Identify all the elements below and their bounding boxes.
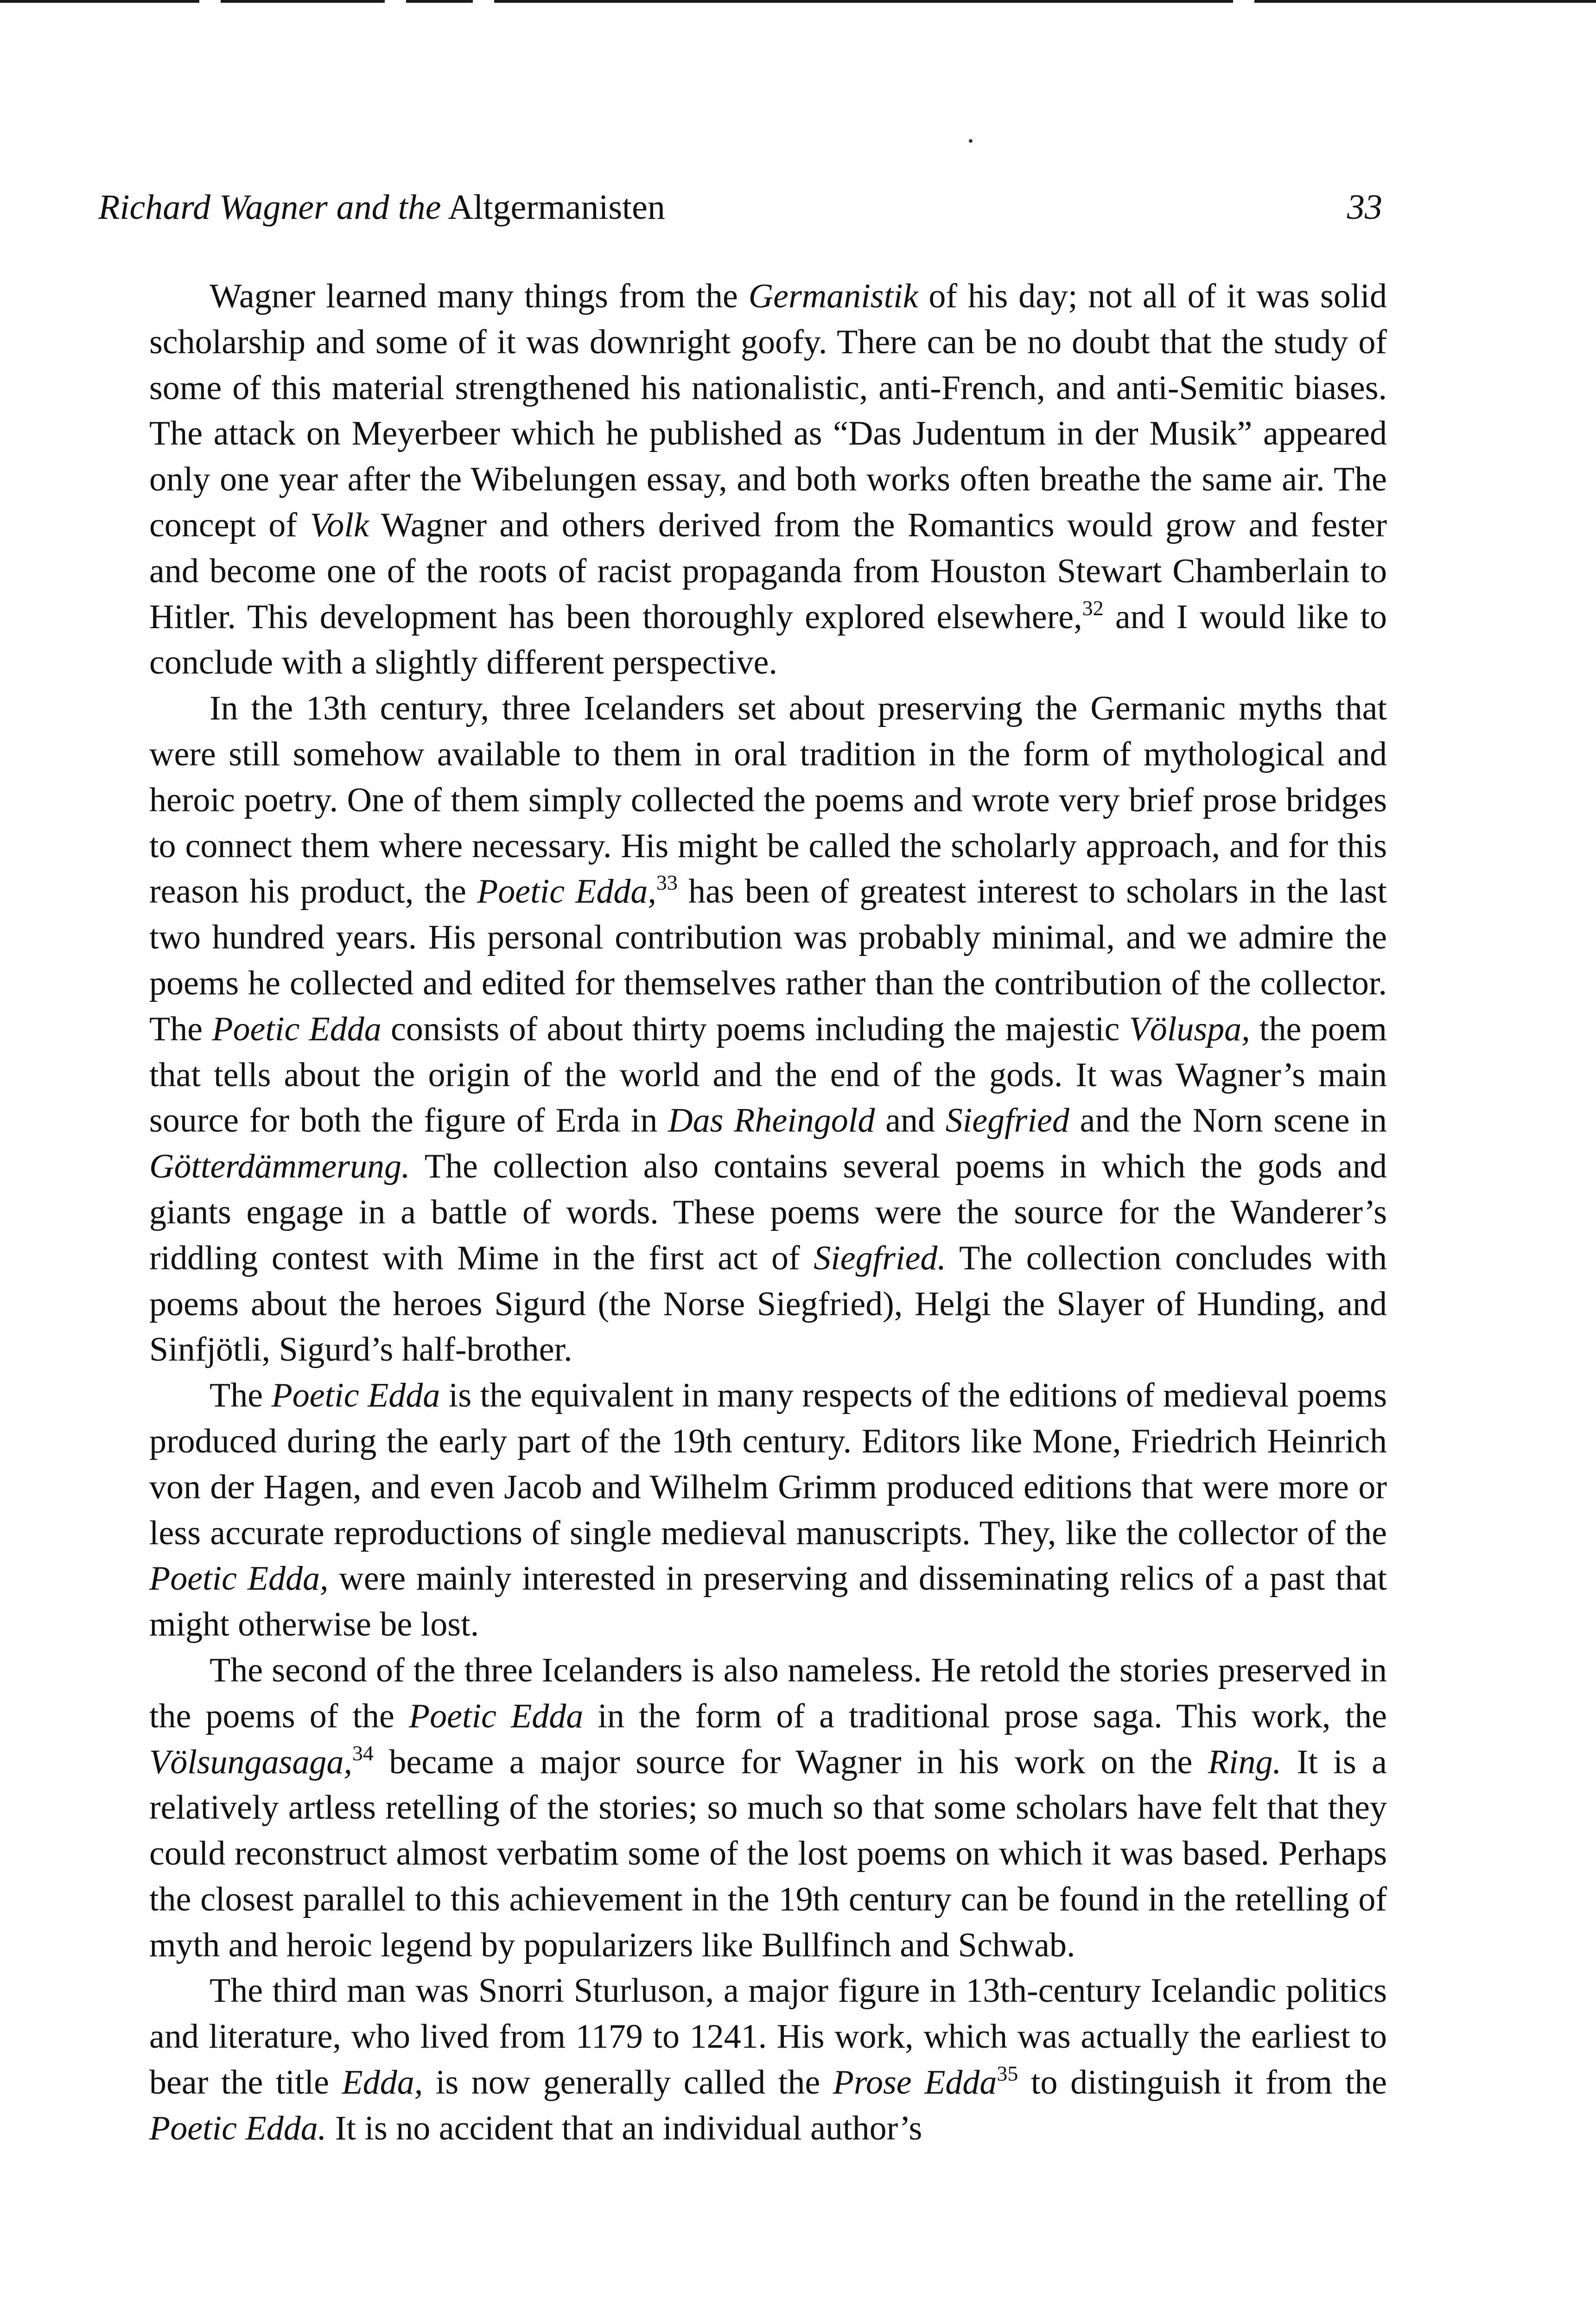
text-span: Wagner learned many things from the — [210, 277, 749, 315]
paragraph-5 — [149, 1968, 1387, 2151]
italic-span: Götterdämmerung. — [149, 1147, 410, 1186]
text-span: The third man was Snorri Sturluson, a major figure in 13th-century Icelandic politics and literature, who lived from 1179 to 1241. His work, which was actually the earliest to bear the title — [149, 1972, 1387, 2102]
running-head-title-italic: Richard Wagner and the — [98, 188, 441, 227]
footnote-ref: 35 — [997, 2062, 1018, 2086]
footnote-ref: 33 — [656, 871, 678, 895]
text-span: consists of about thirty poems including the majestic — [381, 1010, 1129, 1048]
text-span: It is a relatively artless retelling of the stories; so much so that some scholars have felt that they could reconstruct almost verbatim some of the lost poems on which it was based. Perhaps the closest parallel to this achievement in the 19th century can be found in the retelling of myth and heroic legend by popularizers like Bullfinch and Schwab. — [149, 1743, 1387, 1964]
text-span: and — [875, 1102, 946, 1140]
footnote-ref: 32 — [1082, 596, 1104, 620]
text-span: is the equivalent in many respects of the editions of medieval poems produced during the early part of the 19th century. Editors like Mone, Friedrich Heinrich von der Hagen, and even Jacob and Wilhelm Grimm produced editions that were more or less accurate reproductions of single medieval manuscripts. They, like the collector of the — [149, 1376, 1387, 1552]
italic-span: Poetic Edda. — [149, 2109, 327, 2147]
paragraph-4 — [149, 1648, 1387, 1968]
text-span: of his day; not all of it was solid scholarship and some of it was downright goofy. There can be no doubt that the study of some of this material strengthened his nationalistic, anti-French, and anti-Semitic biases. The attack on Meyerbeer which he published as “Das Judentum in der Musik” appeared only one year after the Wibelungen essay, and both works often breathe the same air. The concept of — [149, 277, 1387, 544]
text-span: has been of greatest interest to scholars in the last two hundred years. His personal contribution was probably minimal, and we admire the poems he collected and edited for themselves rather than the contribution of the collector. The — [149, 872, 1387, 1048]
text-span: In the 13th century, three Icelanders set about preserving the Germanic myths that were still somehow available to them in oral tradition in the form of mythological and heroic poetry. One of them simply collected the poems and wrote very brief prose bridges to connect them where necessary. His might be called the scholarly approach, and for this reason his product, the — [149, 689, 1387, 911]
text-span: The second of the three Icelanders is also nameless. He retold the stories preserved in the poems of the — [149, 1651, 1387, 1735]
text-span: to distinguish it from the — [1018, 2063, 1387, 2102]
text-span: Wagner and others derived from the Romantics would grow and fester and become one of the roots of racist propaganda from Houston Stewart Chamberlain to Hitler. This development has been thoroughly explored elsewhere, — [149, 506, 1387, 636]
text-span: It is no accident that an individual author’s — [326, 2109, 922, 2147]
italic-span: Poetic Edda, — [477, 872, 656, 911]
italic-span: Ring. — [1208, 1743, 1282, 1781]
italic-span: Poetic Edda — [212, 1010, 382, 1048]
italic-span: Poetic Edda — [408, 1697, 584, 1735]
italic-span: Siegfried — [945, 1102, 1069, 1140]
footnote-ref: 34 — [352, 1741, 374, 1765]
text-span: is now generally called the — [423, 2063, 833, 2102]
paragraph-3 — [149, 1373, 1387, 1648]
running-head — [98, 182, 1382, 233]
italic-span: Germanistik — [748, 277, 918, 315]
italic-span: Poetic Edda, — [149, 1560, 329, 1598]
italic-span: Siegfried. — [814, 1239, 946, 1277]
italic-span: Völsungasaga, — [149, 1743, 352, 1781]
text-span: The — [210, 1376, 272, 1415]
text-span: the poem that tells about the origin of the world and the end of the gods. It was Wagner’s main source for both the figure of Erda in — [149, 1010, 1387, 1140]
paragraph-2 — [149, 686, 1387, 1373]
running-head-title-roman: Altgermanisten — [448, 188, 665, 227]
italic-span: Prose Edda — [833, 2063, 997, 2102]
running-head-title — [98, 182, 665, 233]
text-span: and I would like to conclude with a slightly different perspective. — [149, 598, 1387, 682]
text-span: The collection concludes with poems about the heroes Sigurd (the Norse Siegfried), Helgi the Slayer of Hunding, and Sinfjötli, Sigurd’s half-brother. — [149, 1239, 1387, 1369]
paragraph-1 — [149, 274, 1387, 686]
italic-span: Völuspa, — [1129, 1010, 1250, 1048]
text-span: became a major source for Wagner in his work on the — [373, 1743, 1208, 1781]
text-span: The collection also contains several poems in which the gods and giants engage in a battle of words. These poems were the source for the Wanderer’s riddling contest with Mime in the first act of — [149, 1147, 1387, 1277]
text-span: and the Norn scene in — [1069, 1102, 1387, 1140]
italic-span: Edda, — [342, 2063, 423, 2102]
italic-span: Poetic Edda — [271, 1376, 440, 1415]
page-number: 33 — [1347, 188, 1382, 227]
italic-span: Das Rheingold — [668, 1102, 875, 1140]
body-text — [149, 274, 1387, 2152]
text-span: were mainly interested in preserving and disseminating relics of a past that might otherwise be lost. — [149, 1560, 1387, 1644]
italic-span: Volk — [310, 506, 369, 544]
text-span: in the form of a traditional prose saga. This work, the — [583, 1697, 1387, 1735]
